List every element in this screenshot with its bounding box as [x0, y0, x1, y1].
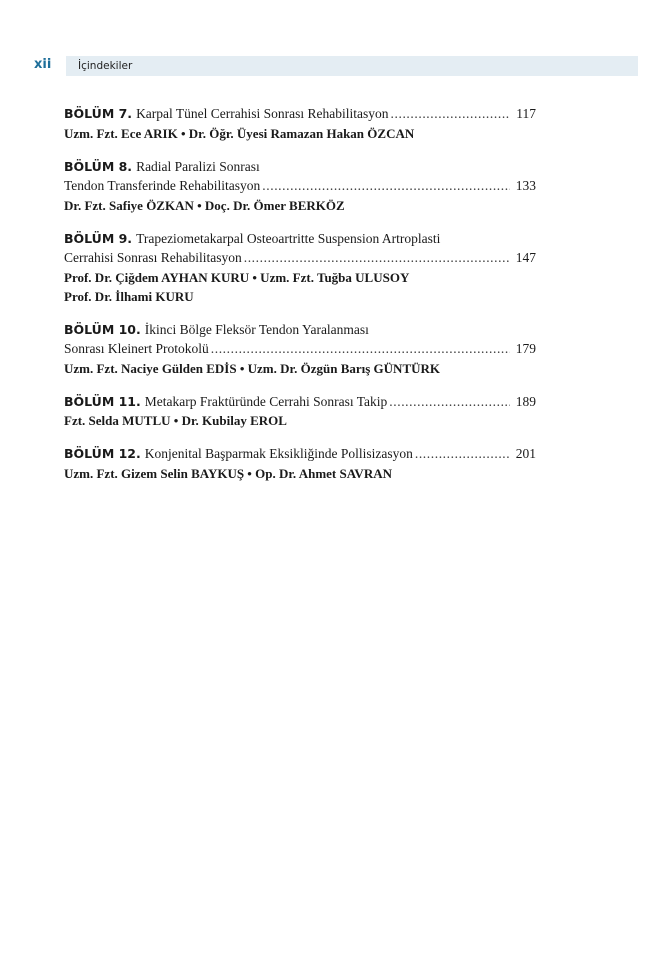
page-ref: 189: [515, 393, 536, 409]
toc-entry[interactable]: [64, 392, 536, 431]
page-ref: 179: [515, 341, 536, 356]
chapter-label: BÖLÜM 7.: [64, 106, 133, 121]
chapter-authors: Uzm. Fzt. Gizem Selin BAYKUŞ • Op. Dr. Ahmet SAVRAN: [64, 465, 392, 481]
toc-entry[interactable]: [64, 229, 536, 306]
toc-title-line: [64, 157, 536, 177]
chapter-label: BÖLÜM 10.: [64, 321, 141, 337]
chapter-title: Metakarp Fraktüründe Cerrahi Sonrası Takip: [144, 393, 388, 409]
chapter-title: İkinci Bölge Fleksör Tendon Yaralanması: [144, 321, 369, 337]
chapter-label: BÖLÜM 9.: [64, 230, 133, 246]
toc-title-line: [64, 229, 536, 249]
chapter-authors: Uzm. Fzt. Naciye Gülden EDİS • Uzm. Dr. Özgün Barış GÜNTÜRK: [64, 360, 441, 376]
toc-title-line: [64, 320, 536, 340]
toc-title-line: [64, 392, 536, 412]
chapter-title: Trapeziometakarpal Osteoartritte Suspension Artroplasti: [136, 230, 441, 246]
chapter-authors: Uzm. Fzt. Ece ARIK • Dr. Öğr. Üyesi Ramazan Hakan ÖZCAN: [64, 125, 415, 141]
toc-title-line: [64, 444, 536, 464]
page-ref: 133: [515, 178, 536, 193]
chapter-title: Tendon Transferinde Rehabilitasyon: [64, 178, 261, 193]
header-bar: [66, 56, 638, 76]
toc-title-line: [64, 248, 536, 268]
toc-entry[interactable]: [64, 444, 536, 483]
toc-title-line: [64, 339, 536, 359]
chapter-title: Konjenital Başparmak Eksikliğinde Pollisizasyon: [144, 446, 413, 461]
chapter-title: Radial Paralizi Sonrası: [136, 158, 260, 174]
dot-leader: [211, 339, 510, 359]
chapter-title: Cerrahisi Sonrası Rehabilitasyon: [64, 250, 242, 265]
chapter-label: BÖLÜM 8.: [64, 158, 133, 174]
toc-entry[interactable]: [64, 104, 536, 143]
toc-title-line: [64, 176, 536, 196]
toc-entry[interactable]: [64, 320, 536, 378]
chapter-title: Sonrası Kleinert Protokolü: [64, 341, 209, 356]
page-ref: 201: [515, 446, 536, 461]
page-ref: 147: [515, 250, 536, 265]
dot-leader: [415, 444, 510, 464]
page-number: xii: [34, 57, 52, 72]
dot-leader: [389, 392, 509, 412]
dot-leader: [262, 176, 509, 196]
toc-entry[interactable]: [64, 157, 536, 215]
chapter-authors: Prof. Dr. İlhami KURU: [64, 288, 194, 304]
table-of-contents: [64, 104, 536, 497]
page-ref: 117: [516, 106, 536, 121]
running-head: İçindekiler: [78, 60, 133, 72]
chapter-authors: Prof. Dr. Çiğdem AYHAN KURU • Uzm. Fzt. Tuğba ULUSOY: [64, 269, 410, 285]
chapter-authors: Dr. Fzt. Safiye ÖZKAN • Doç. Dr. Ömer BERKÖZ: [64, 197, 345, 213]
dot-leader: [244, 248, 510, 268]
dot-leader: [391, 104, 511, 124]
chapter-title: Karpal Tünel Cerrahisi Sonrası Rehabilitasyon: [136, 106, 389, 121]
chapter-label: BÖLÜM 11.: [64, 393, 141, 409]
toc-title-line: [64, 104, 536, 124]
chapter-label: BÖLÜM 12.: [64, 446, 141, 461]
chapter-authors: Fzt. Selda MUTLU • Dr. Kubilay EROL: [64, 413, 287, 428]
